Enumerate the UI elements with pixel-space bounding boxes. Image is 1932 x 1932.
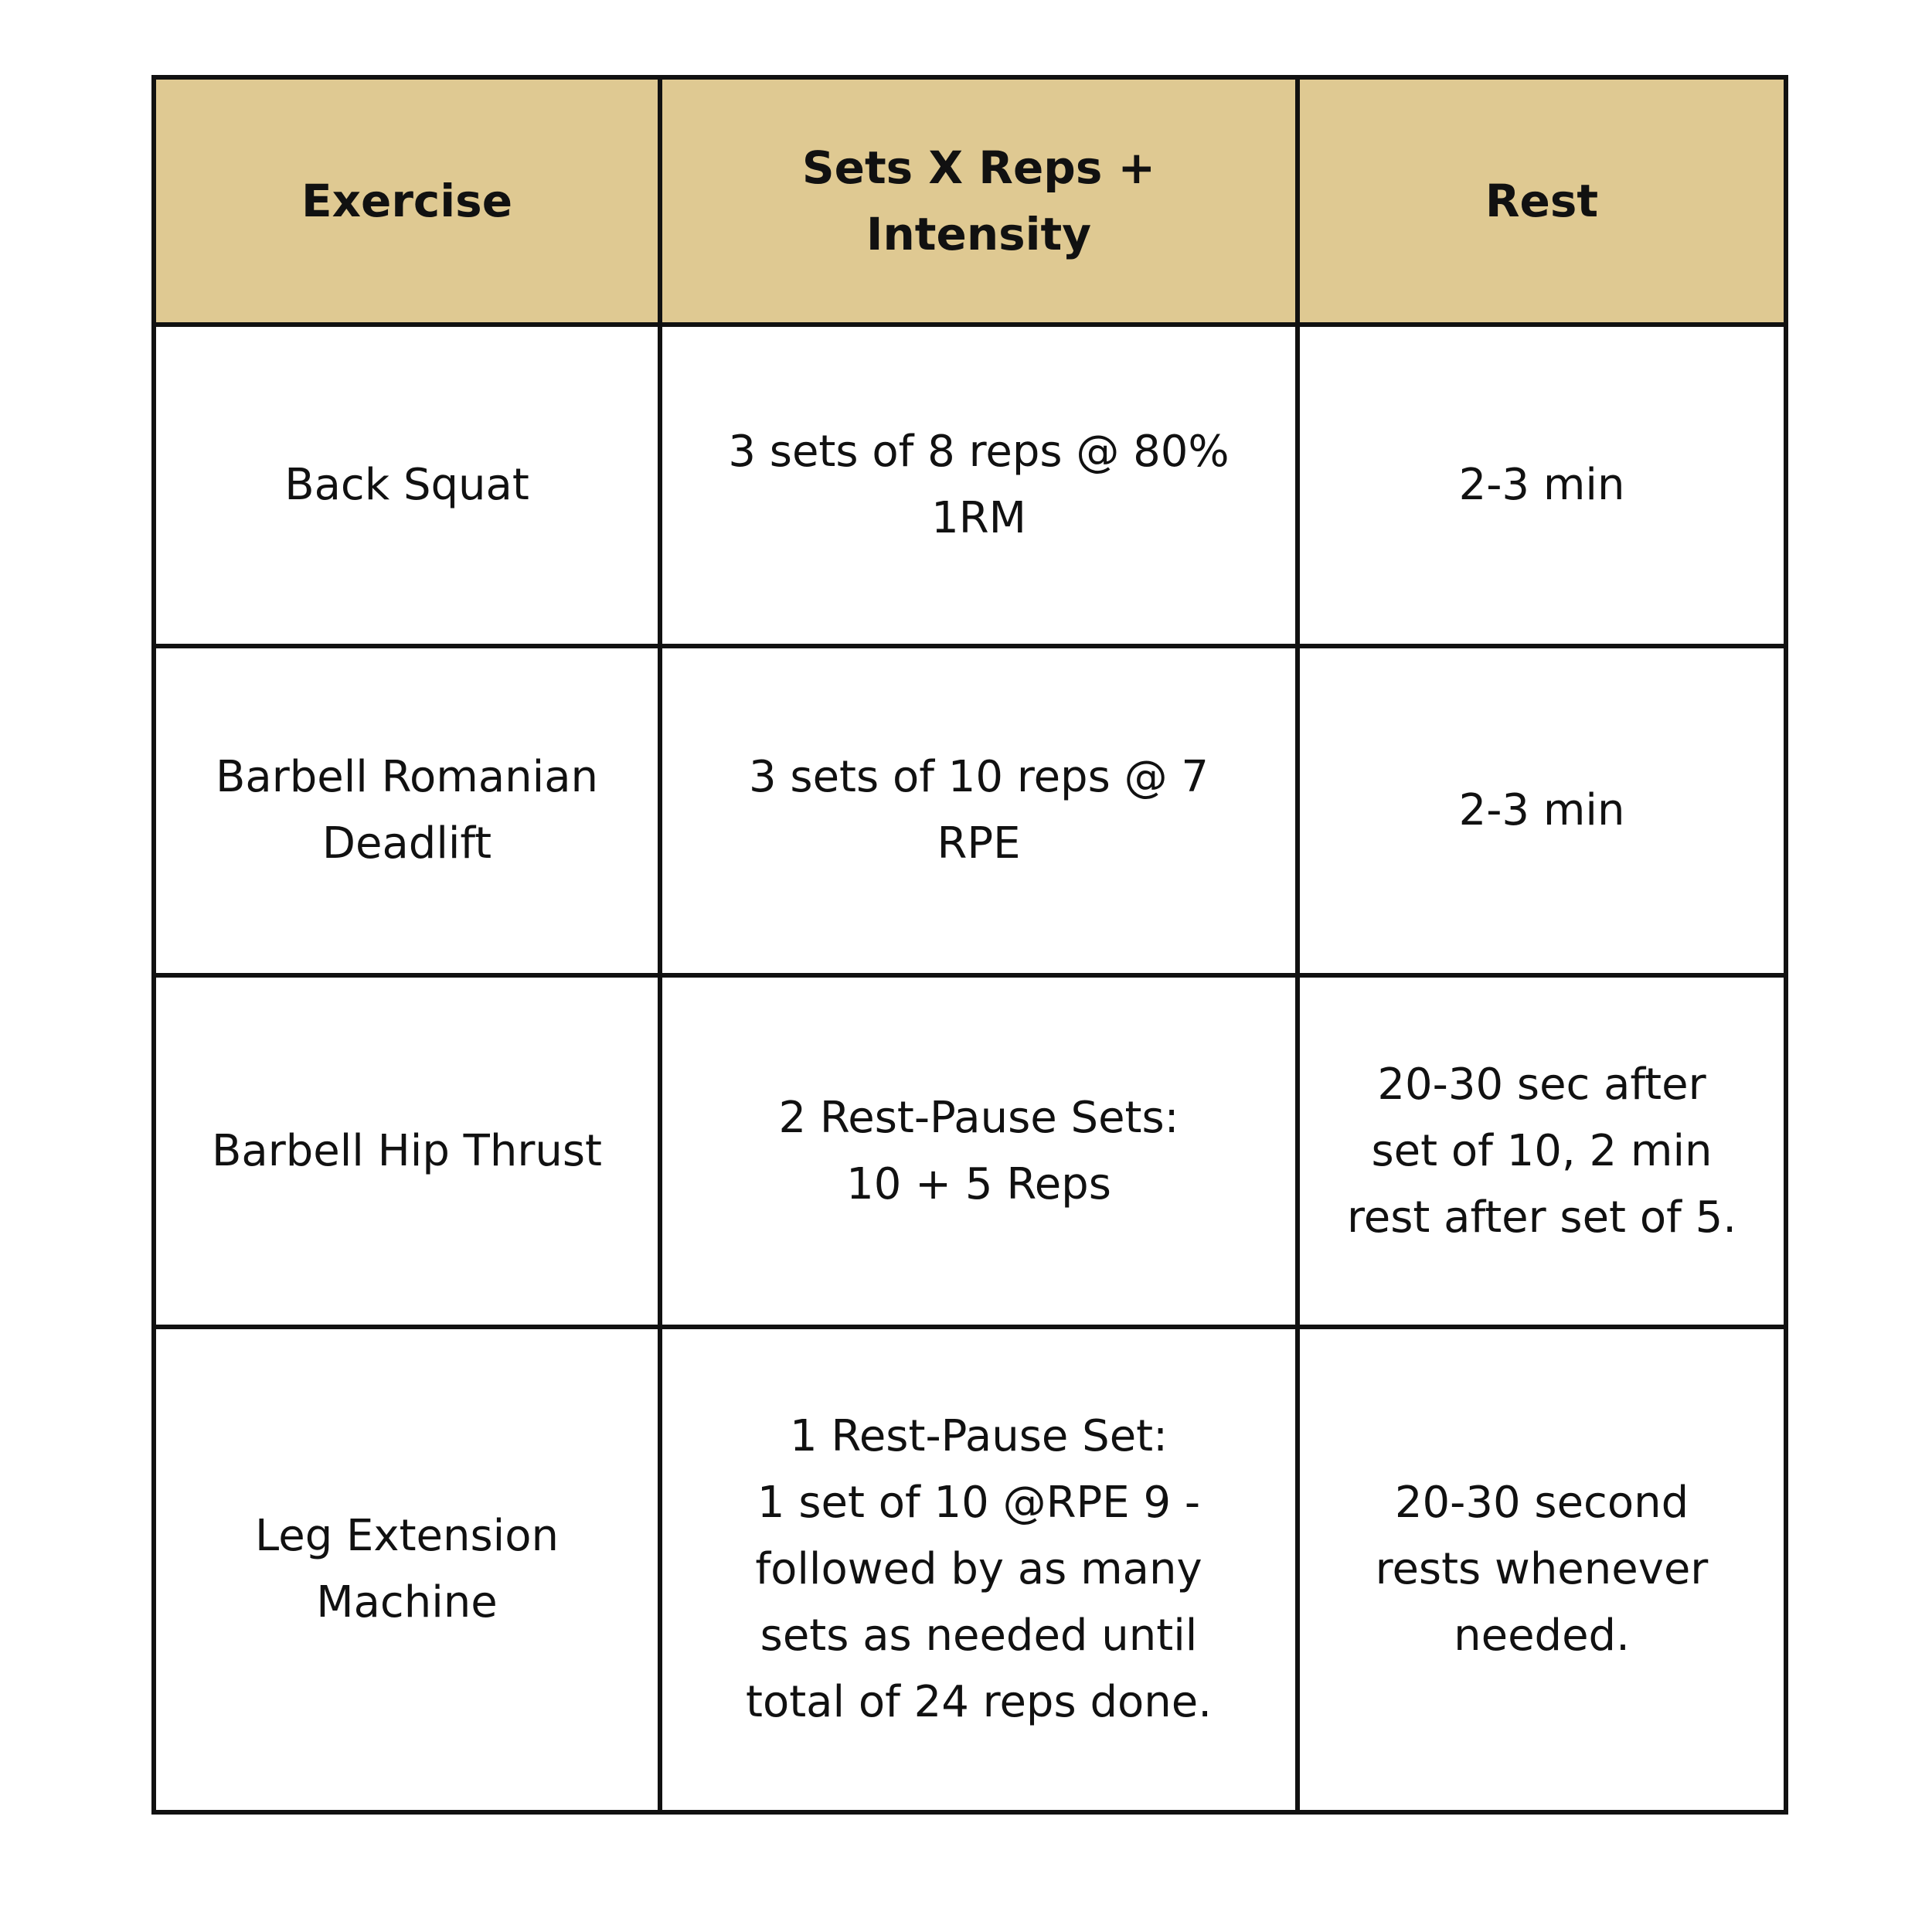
exercise-name: Barbell Hip Thrust [211,1125,603,1176]
sets-text-line: total of 24 reps done. [745,1677,1212,1727]
sets-cell [660,325,1298,646]
rest-text-line: rest after set of 5. [1346,1192,1737,1243]
exercise-cell [154,975,660,1327]
exercise-name: Barbell Romanian [215,752,599,802]
rest-text-line: 2-3 min [1458,460,1625,510]
table-row [154,975,1786,1327]
rest-text-line: 20-30 second [1394,1478,1689,1528]
table-row [154,646,1786,975]
table-header [154,77,1786,325]
exercise-cell [154,646,660,975]
rest-text-line: set of 10, 2 min [1371,1125,1713,1176]
exercise-name: Deadlift [321,818,492,869]
rest-text-line: rests whenever [1375,1544,1709,1594]
rest-cell [1298,646,1786,975]
sets-text-line: 2 Rest-Pause Sets: [778,1092,1179,1143]
workout-table [151,75,1788,1815]
rest-cell [1298,975,1786,1327]
sets-text-line: 3 sets of 10 reps @ 7 [748,752,1209,802]
exercise-name: Machine [316,1577,498,1628]
header-row [154,77,1786,325]
sets-cell [660,975,1298,1327]
sets-text-line: 10 + 5 Reps [846,1158,1111,1209]
sets-text-line: 1RM [931,493,1026,543]
sets-text-line: 1 set of 10 @RPE 9 - [757,1478,1201,1528]
header-exercise: Exercise [154,77,660,325]
table-row [154,1327,1786,1812]
sets-cell [660,1327,1298,1812]
sets-text-line: 3 sets of 8 reps @ 80% [728,427,1230,477]
rest-text-line: 20-30 sec after [1377,1059,1706,1110]
table-body [154,325,1786,1812]
exercise-cell [154,325,660,646]
exercise-name: Back Squat [284,460,529,510]
exercise-cell [154,1327,660,1812]
sets-text-line: sets as needed until [760,1611,1198,1661]
sets-text-line: RPE [937,818,1021,869]
rest-text-line: 2-3 min [1458,785,1625,835]
exercise-name: Leg Extension [255,1511,559,1561]
sets-text-line: 1 Rest-Pause Set: [790,1411,1168,1461]
sets-text-line: followed by as many [755,1544,1202,1594]
sets-cell [660,646,1298,975]
rest-cell [1298,1327,1786,1812]
table-row [154,325,1786,646]
rest-cell [1298,325,1786,646]
header-rest: Rest [1298,77,1786,325]
header-sets-reps-intensity: Sets X Reps + Intensity [660,77,1298,325]
rest-text-line: needed. [1454,1611,1630,1661]
